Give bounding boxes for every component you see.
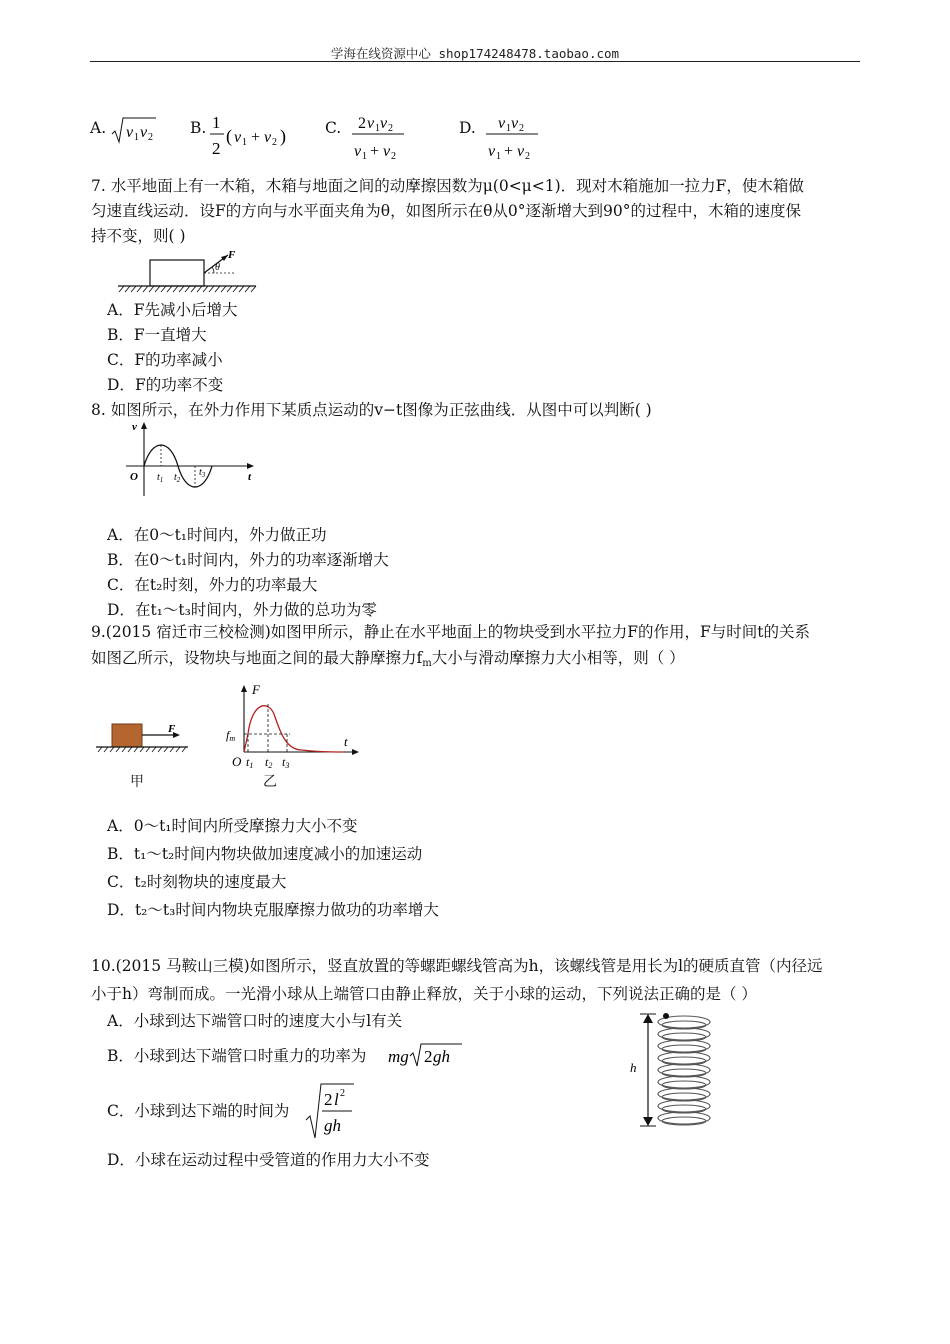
svg-text:2: 2 [272,137,277,148]
svg-text:2: 2 [340,1088,345,1099]
svg-text:2: 2 [388,123,393,134]
svg-text:2: 2 [525,151,530,162]
q8-option-d: D．在t₁～t₃时间内，外力做的总功为零 [107,601,377,619]
svg-text:2: 2 [519,123,524,134]
svg-text:1: 1 [134,132,139,143]
box-shape [150,260,204,286]
q6-option-b: B. [190,119,207,137]
svg-text:t3: t3 [282,755,290,770]
q7-option-d: D．F的功率不变 [107,376,224,394]
svg-text:v: v [126,124,134,141]
q6-option-d: D. [459,119,476,137]
q7-stem-line2: 匀速直线运动．设F的方向与水平面夹角为θ，如图所示在θ从0°逐渐增大到90°的过程中，木箱的速度保 [91,202,802,220]
q8-vt-graph [120,420,260,500]
block-shape [112,724,142,747]
svg-text:fm: fm [226,728,236,743]
q10-stem-line1: 10.(2015 马鞍山三模)如图所示，竖直放置的等螺距螺线管高为h，该螺线管是用长为l的硬质直管（内径远 [91,957,823,975]
q9-option-a: A．0～t₁时间内所受摩擦力大小不变 [107,817,358,835]
svg-text:1: 1 [506,123,511,134]
svg-text:1: 1 [212,113,221,132]
svg-text:2: 2 [358,115,366,132]
q9-fig-jia-label: 甲 [130,774,144,790]
svg-text:t: t [344,734,348,749]
q7-option-c: C．F的功率减小 [107,351,223,369]
q9-figure-jia [96,718,191,758]
svg-text:v: v [511,115,519,132]
svg-text:v: v [488,143,496,160]
q9-option-c: C．t₂时刻物块的速度最大 [107,873,287,891]
q10-option-b: B．小球到达下端管口时重力的功率为 [107,1047,367,1065]
svg-text:v: v [380,115,388,132]
svg-text:l: l [334,1090,339,1109]
header-rule [90,61,860,62]
svg-text:1: 1 [496,151,501,162]
q10-option-a: A．小球到达下端管口时的速度大小与l有关 [107,1012,403,1030]
label-theta: θ [215,262,220,273]
q8-stem: 8. 如图所示，在外力作用下某质点运动的v−t图像为正弦曲线．从图中可以判断( ) [91,401,652,419]
svg-text:v: v [140,124,148,141]
svg-text:1: 1 [242,137,247,148]
q10-option-b-formula [386,1040,466,1072]
ground-hatching [119,286,256,292]
svg-text:mg: mg [388,1047,409,1066]
svg-text:v: v [234,129,242,146]
q6-option-a-formula [108,112,158,146]
svg-text:F: F [168,723,176,735]
svg-text:2: 2 [324,1090,333,1109]
svg-text:v: v [354,143,362,160]
q6-option-b-formula [208,108,298,162]
svg-text:t3: $t_3$ [199,467,206,479]
svg-text:v: v [517,143,525,160]
q10-option-c-formula [302,1080,358,1142]
svg-text:gh: gh [433,1047,450,1066]
q7-option-a: A．F先减小后增大 [107,301,238,319]
q9-option-b: B．t₁～t₂时间内物块做加速度减小的加速运动 [107,845,423,863]
svg-text:): ) [280,126,286,146]
q10-option-d: D．小球在运动过程中受管道的作用力大小不变 [107,1151,430,1169]
svg-text:O: O [232,754,242,769]
svg-text:t: t [248,471,252,483]
svg-text:gh: gh [324,1116,341,1135]
svg-text:t2: t2 [265,755,273,770]
svg-text:v: v [498,115,506,132]
q8-option-c: C．在t₂时刻，外力的功率最大 [107,576,318,594]
svg-text:F: F [252,682,260,697]
svg-text:1: 1 [375,123,380,134]
q7-option-b: B．F一直增大 [107,326,207,344]
q9-figure-yi-graph [222,682,362,772]
ball [663,1013,669,1019]
q9-stem-line1: 9.(2015 宿迁市三校检测)如图甲所示，静止在水平地面上的物块受到水平拉力F的作用，F与时间t的关系 [91,623,810,641]
svg-text:+: + [504,143,514,160]
q9-fig-yi-label: 乙 [263,774,277,790]
page-header: 学海在线资源中心 shop174248478.taobao.com [330,46,620,61]
coil-turns [658,1016,710,1125]
q10-figure-coil [620,1010,720,1130]
svg-text:1: 1 [362,151,367,162]
q7-stem-line1: 7. 水平地面上有一木箱，木箱与地面之间的动摩擦因数为μ(0<μ<1)．现对木箱施加一拉力F，使木箱做 [91,177,804,195]
svg-text:+: + [370,143,380,160]
q6-option-c-formula [346,108,410,162]
q10-stem-line2: 小于h）弯制而成。一光滑小球从上端管口由静止释放，关于小球的运动，下列说法正确的是（ ） [91,985,757,1003]
svg-text:v: v [132,421,137,433]
q9-option-d: D．t₂～t₃时间内物块克服摩擦力做功的功率增大 [107,901,439,919]
svg-text:2: 2 [148,132,153,143]
q6-option-d-formula [480,108,544,162]
q7-stem-line3: 持不变，则( ) [91,227,186,245]
q8-option-b: B．在0～t₁时间内，外力的功率逐渐增大 [107,551,389,569]
q8-option-a: A．在0～t₁时间内，外力做正功 [107,526,327,544]
svg-text:(: ( [226,126,232,146]
svg-text:h: h [630,1060,637,1075]
svg-text:2: 2 [424,1047,433,1066]
svg-text:v: v [264,129,272,146]
q6-option-c: C. [325,119,342,137]
svg-text:+: + [251,129,261,146]
force-curve [244,706,344,752]
q10-option-c: C．小球到达下端的时间为 [107,1102,290,1120]
q7-figure-box [110,246,260,296]
q9-stem-line2: 如图乙所示，设物块与地面之间的最大静摩擦力fm大小与滑动摩擦力大小相等，则（ ） [91,649,685,669]
svg-text:v: v [383,143,391,160]
label-F: F [228,249,236,261]
q6-option-a: A. [90,119,107,137]
svg-text:t2: $t_2$ [174,472,181,484]
svg-text:2: 2 [212,139,221,158]
svg-text:t1: $t_1$ [157,472,164,484]
svg-text:v: v [367,115,375,132]
svg-text:2: 2 [391,151,396,162]
svg-text:O: O [130,471,138,483]
svg-text:t1: t1 [246,755,254,770]
